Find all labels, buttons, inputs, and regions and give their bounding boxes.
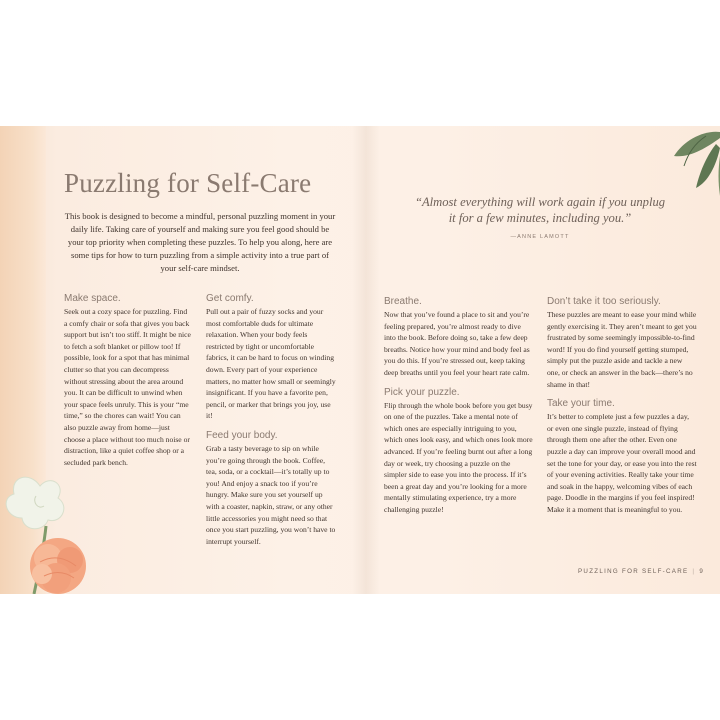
pull-quote: “Almost everything will work again if you unplug it for a few minutes, including you.” — [414, 195, 666, 225]
page-number: 9 — [699, 568, 705, 575]
section-heading: Get comfy. — [206, 293, 254, 304]
green-leaves-icon — [660, 126, 720, 206]
section-body: Grab a tasty beverage to sip on while you’re going through the book. Coffee, tea, soda, or a cocktail—it’s totally up to you! And enjoy a snack too if you’re hungry. Make sure you set yourself up with a coaster, napkin, straw, or any other little accessories you might need so that once you start puzzling, you won’t have to interrupt yourself. — [206, 443, 336, 546]
section-body: These puzzles are meant to ease your mind while gently exercising it. They aren’t meant to get you frustrated by some seemingly impossible-to-find word! If you do find yourself getting stumped, simply put the puzzle aside and tackle a new one, or check an answer in the back—there’s no shame in that! — [547, 310, 697, 389]
section-body: It’s better to complete just a few puzzles a day, or even one single puzzle, instead of flying through them one after the other. Even one puzzle a day can improve your overall mood and set the tone for your day, or ease you into the rest of your evening activities. Really take your time and soak in the happy, welcoming vibes of each page. Doodle in the margins if you feel inspired! Make it a moment that is meaningful to you. — [547, 412, 697, 514]
column-breathe — [384, 296, 534, 524]
quote-attribution: —ANNE LAMOTT — [510, 234, 570, 240]
section-heading: Pick your puzzle. — [384, 386, 460, 398]
section-heading: Don’t take it too seriously. — [547, 296, 661, 307]
section-heading: Breathe. — [384, 296, 422, 307]
book-spread — [0, 126, 720, 594]
page-title: Puzzling for Self-Care — [64, 168, 312, 198]
column-get-comfy — [206, 293, 336, 555]
running-head: PUZZLING FOR SELF-CARE — [578, 568, 689, 575]
section-heading: Feed your body. — [206, 429, 278, 441]
column-make-space — [64, 293, 192, 476]
section-body: Pull out a pair of fuzzy socks and your most comfortable duds for ultimate relaxation. When your body feels restricted by tight or uncomfortable fabrics, it can be hard to focus on winding down. Every part of your experience matters, no matter how small or seemingly insignificant. If you have a favorite pen, pencil, or marker that brings you joy, use it! — [206, 307, 336, 421]
intro-paragraph: This book is designed to become a mindful, personal puzzling moment in your daily life. Taking care of yourself and making sure you feel good should be your top priority when completing these puzzles. To help you along, here are some tips for how to turn puzzling from a simple activity into a true part of your self-care mindset. — [64, 211, 336, 273]
carnation-flower-icon — [0, 466, 110, 594]
section-heading: Make space. — [64, 293, 121, 304]
section-body: Seek out a cozy space for puzzling. Find a comfy chair or sofa that gives you back support but isn’t too stiff. It might be nice to fetch a soft blanket or pillow too! If possible, look for a spot that has minimal clutter so that you can decompress without stressing about the area around you. It can be difficult to unwind when your space feels unruly. This is your “me time,” so the chores can wait! You can also puzzle away from home—just choose a place without too much noise or distraction, like a quiet coffee shop or a secluded park bench. — [64, 307, 191, 467]
section-body: Flip through the whole book before you get busy on one of the puzzles. Take a mental note of which ones are especially intriguing to you, which ones look easy, and which ones look more advanced. If you’re feeling burnt out after a long day or week, try choosing a puzzle on the simpler side to ease you into the process. If it’s been a great day and you’re looking for a more mentally stimulating experience, try a more challenging puzzle! — [384, 400, 533, 514]
book-gutter — [352, 126, 380, 594]
column-dont-take-it — [547, 296, 697, 524]
section-heading: Take your time. — [547, 398, 615, 410]
section-body: Now that you’ve found a place to sit and you’re feeling prepared, you’re almost ready to dive into the book. Before doing so, take a few deep breaths. Notice how your mind and body feel as you do this. If you’re stressed out, keep taking deep breaths until you feel your heart rate calm. — [384, 310, 530, 377]
page-footer: PUZZLING FOR SELF-CARE | 9 — [578, 568, 705, 575]
